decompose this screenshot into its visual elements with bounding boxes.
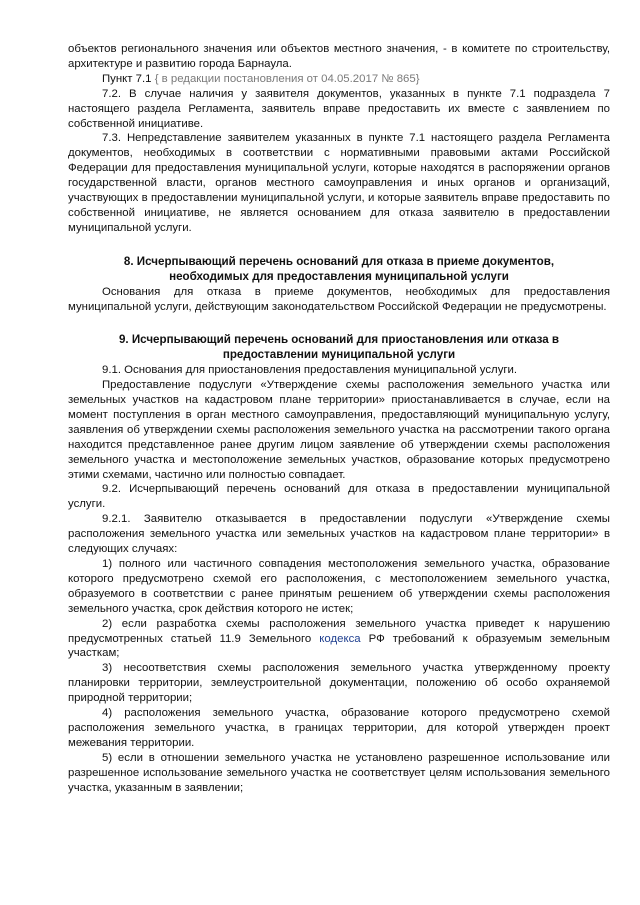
paragraph-7-2: 7.2. В случае наличия у заявителя документов, указанных в пункте 7.1 подраздела 7 настоящего раздела Регламента, заявитель вправе предоставить их вместе с заявлением по собственной инициативе. xyxy=(68,87,610,130)
point-7-1-label: Пункт 7.1 xyxy=(102,72,152,85)
section-8-heading xyxy=(68,255,610,285)
paragraph-9-1-text: Предоставление подуслуги «Утверждение схемы расположения земельного участка или земельных участков на кадастровом плане территории» приостанавливается в случае, если на момент поступления в орган местного самоуправления, предоставляющий муниципальную услугу, заявления об утверждении схемы расположения земельного участка на рассмотрении такого органа находится представленное ранее другим лицом заявление об утверждении схемы расположения земельного участка и местоположение земельных участков, образование которых предусмотрено этими схемами, частично или полностью совпадает. xyxy=(68,379,610,481)
paragraph-9-1: 9.1. Основания для приостановления предоставления муниципальной услуги. xyxy=(102,364,518,377)
section-8-heading-line2: необходимых для предоставления муниципальной услуги xyxy=(169,269,509,283)
section-9-heading xyxy=(68,333,610,363)
list-item-2 xyxy=(68,617,610,662)
list-item-1: 1) полного или частичного совпадения местоположения земельного участка, образование которого предусмотрено схемой его расположения, с местоположением земельного участка, образуемого в соответствии с ранее принятым решением об утверждении схемы расположения земельного участка, срок действия которого не истек; xyxy=(68,558,610,615)
paragraph-9-2: 9.2. Исчерпывающий перечень оснований для отказа в предоставлении муниципальной услуги. xyxy=(68,483,610,511)
paragraph-9-2-1: 9.2.1. Заявителю отказывается в предоставлении подуслуги «Утверждение схемы расположения земельного участка или земельных участков на кадастровом плане территории» в следующих случаях: xyxy=(68,513,610,556)
section-8-heading-line1: 8. Исчерпывающий перечень оснований для отказа в приеме документов, xyxy=(123,254,555,268)
list-item-5: 5) если в отношении земельного участка не установлено разрешенное использование или разрешенное использование земельного участка не соответствует целям использования земельного участка, указанным в заявлении; xyxy=(68,751,610,794)
list-item-2-text-b: РФ требований к образуемым земельным участкам; xyxy=(68,632,610,660)
section-9-heading-line1: 9. Исчерпывающий перечень оснований для приостановления или отказа в xyxy=(118,333,560,347)
section-9-heading-line2: предоставлении муниципальной услуги xyxy=(222,348,456,362)
paragraph-7-1-note xyxy=(68,72,610,87)
list-item-3: 3) несоответствия схемы расположения земельного участка утвержденному проекту планировки территории, землеустроительной документации, положению об особо охраняемой природной территории; xyxy=(68,662,610,705)
paragraph-8: Основания для отказа в приеме документов, необходимых для предоставления муниципальной услуги, действующим законодательством Российской Федерации не предусмотрены. xyxy=(68,285,610,313)
list-item-2-text-a: 2) если разработка схемы расположения земельного участка приведет к нарушению предусмотренных статьей 11.9 Земельного xyxy=(68,617,610,645)
paragraph-7-3: 7.3. Непредставление заявителем указанных в пункте 7.1 настоящего раздела Регламента документов, необходимых в соответствии с нормативными правовыми актами Российской Федерации для предоставления муниципальной услуги, которые находятся в распоряжении органов государственной власти, органов местного самоуправления и иных органов и организаций, участвующих в предоставлении муниципальной услуги, и которые заявитель вправе предоставить по собственной инициативе, не является основанием для отказа заявителю в предоставлении муниципальной услуги. xyxy=(68,132,610,234)
codex-link[interactable]: кодекса xyxy=(319,632,361,645)
list-item-4: 4) расположения земельного участка, образование которого предусмотрено схемой расположения земельного участка, в границах территории, для которой утвержден проект межевания территории. xyxy=(68,707,610,749)
paragraph-intro: объектов регионального значения или объектов местного значения, - в комитете по строительству, архитектуре и развитию города Барнаула. xyxy=(68,43,610,70)
edition-note: { в редакции постановления от 04.05.2017 № 865} xyxy=(154,72,420,85)
